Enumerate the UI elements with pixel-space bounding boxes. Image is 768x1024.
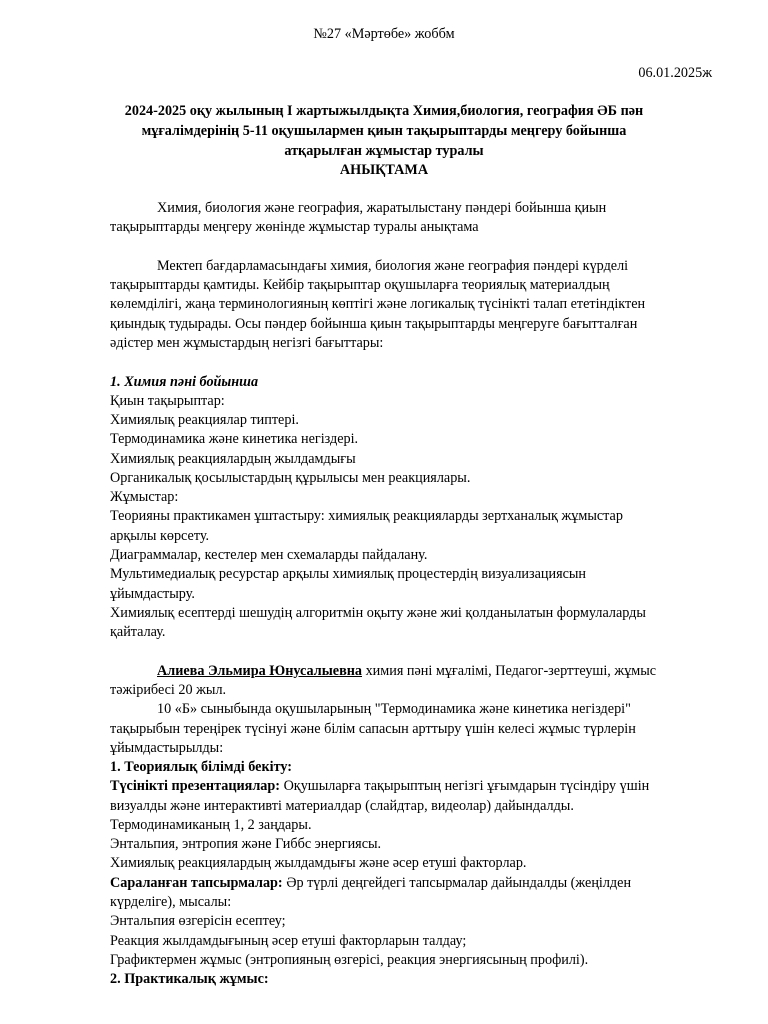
teacher-para-3: ұйымдастырылды: [110,740,224,756]
teacher-para-2: тақырыбын тереңірек түсінуі және білім сапасын арттыру үшін келесі жұмыс түрлерін [110,721,636,737]
task-item: Графиктермен жұмыс (энтропияның өзгерісі, реакция энергиясының профилі). [110,952,589,968]
para-line-3: көлемділігі, жаңа терминологияның көптігі және логикалық түсінікті талап ететіндіктен [110,296,646,312]
topic-item: Термодинамика және кинетика негіздері. [110,431,359,447]
teacher-desc-2: тәжірибесі 20 жыл. [110,682,227,698]
title-line-3: атқарылған жұмыстар туралы [284,143,484,159]
work-item: қайталау. [110,624,166,640]
theory-item: Термодинамиканың 1, 2 заңдары. [110,817,312,833]
topics-label: Қиын тақырыптар: [110,393,225,409]
title-line-2: мұғалімдерінің 5-11 оқушылармен қиын тақырыптарды меңгеру бойынша [141,123,627,139]
school-name: №27 «Мәртөбе» жоббм [313,26,455,42]
document-date: 06.01.2025ж [638,65,712,81]
para-line-5: әдістер мен жұмыстардың негізгі бағыттары: [110,335,384,351]
title-line-1: 2024-2025 оқу жылының I жартыжылдықта Химия,биология, география ӘБ пән [124,103,644,119]
theory-item: Энтальпия, энтропия және Гиббс энергиясы. [110,836,382,852]
theory-item: Химиялық реакциялардың жылдамдығы және әсер етуші факторлар. [110,855,527,871]
title-heading: АНЫҚТАМА [339,162,429,178]
topic-item: Химиялық реакциялар типтері. [110,412,299,428]
work-item: ұйымдастыру. [110,586,195,602]
tasks-text: Әр түрлі деңгейдегі тапсырмалар дайындалды (жеңілден [282,875,632,891]
teacher-line [157,662,757,681]
tasks-line [110,874,710,893]
topic-item: Органикалық қосылыстардың құрылысы мен реакциялары. [110,470,471,486]
task-item: Энтальпия өзгерісін есептеу; [110,913,286,929]
tasks-text-2: күрделіге), мысалы: [110,894,232,910]
work-item: арқылы көрсету. [110,528,210,544]
presentations-label: Түсінікті презентациялар: [110,778,281,794]
presentations-line [110,777,710,796]
para-line-1: Мектеп бағдарламасындағы химия, биология және география пәндері күрделі [157,258,629,274]
theory-heading: 1. Теориялық білімді бекіту: [110,759,292,775]
teacher-desc: химия пәні мұғалімі, Педагог-зерттеуші, жұмыс [362,663,657,679]
chemistry-heading: 1. Химия пәні бойынша [110,374,259,390]
presentations-text-2: визуалды және интерактивті материалдар (слайдтар, видеолар) дайындалды. [110,798,574,814]
para-line-2: тақырыптарды қамтиды. Кейбір тақырыптар оқушыларға теориялық материалдың [110,277,610,293]
teacher-name: Алиева Эльмира Юнусалыевна [157,663,363,679]
task-item: Реакция жылдамдығының әсер етуші факторларын талдау; [110,933,467,949]
work-item: Диаграммалар, кестелер мен схемаларды пайдалану. [110,547,428,563]
para-line-4: қиындық тудырады. Осы пәндер бойынша қиын тақырыптарды меңгеруге бағытталған [110,316,638,332]
intro-line-2: тақырыптарды меңгеру жөнінде жұмыстар туралы анықтама [110,219,479,235]
works-label: Жұмыстар: [110,489,179,505]
presentations-text: Оқушыларға тақырыптың негізгі ұғымдарын түсіндіру үшін [280,778,650,794]
tasks-label: Сараланған тапсырмалар: [110,875,283,891]
topic-item: Химиялық реакциялардың жылдамдығы [110,451,356,467]
work-item: Химиялық есептерді шешудің алгоритмін оқыту және жиі қолданылатын формулаларды [110,605,646,621]
intro-line-1: Химия, биология және география, жаратылыстану пәндері бойынша қиын [157,200,607,216]
practice-heading: 2. Практикалық жұмыс: [110,971,269,987]
work-item: Мультимедиалық ресурстар арқылы химиялық процестердің визуализациясын [110,566,587,582]
work-item: Теорияны практикамен ұштастыру: химиялық реакцияларды зертханалық жұмыстар [110,508,623,524]
teacher-para-1: 10 «Б» сыныбында оқушыларының "Термодинамика және кинетика негіздері" [157,701,631,717]
